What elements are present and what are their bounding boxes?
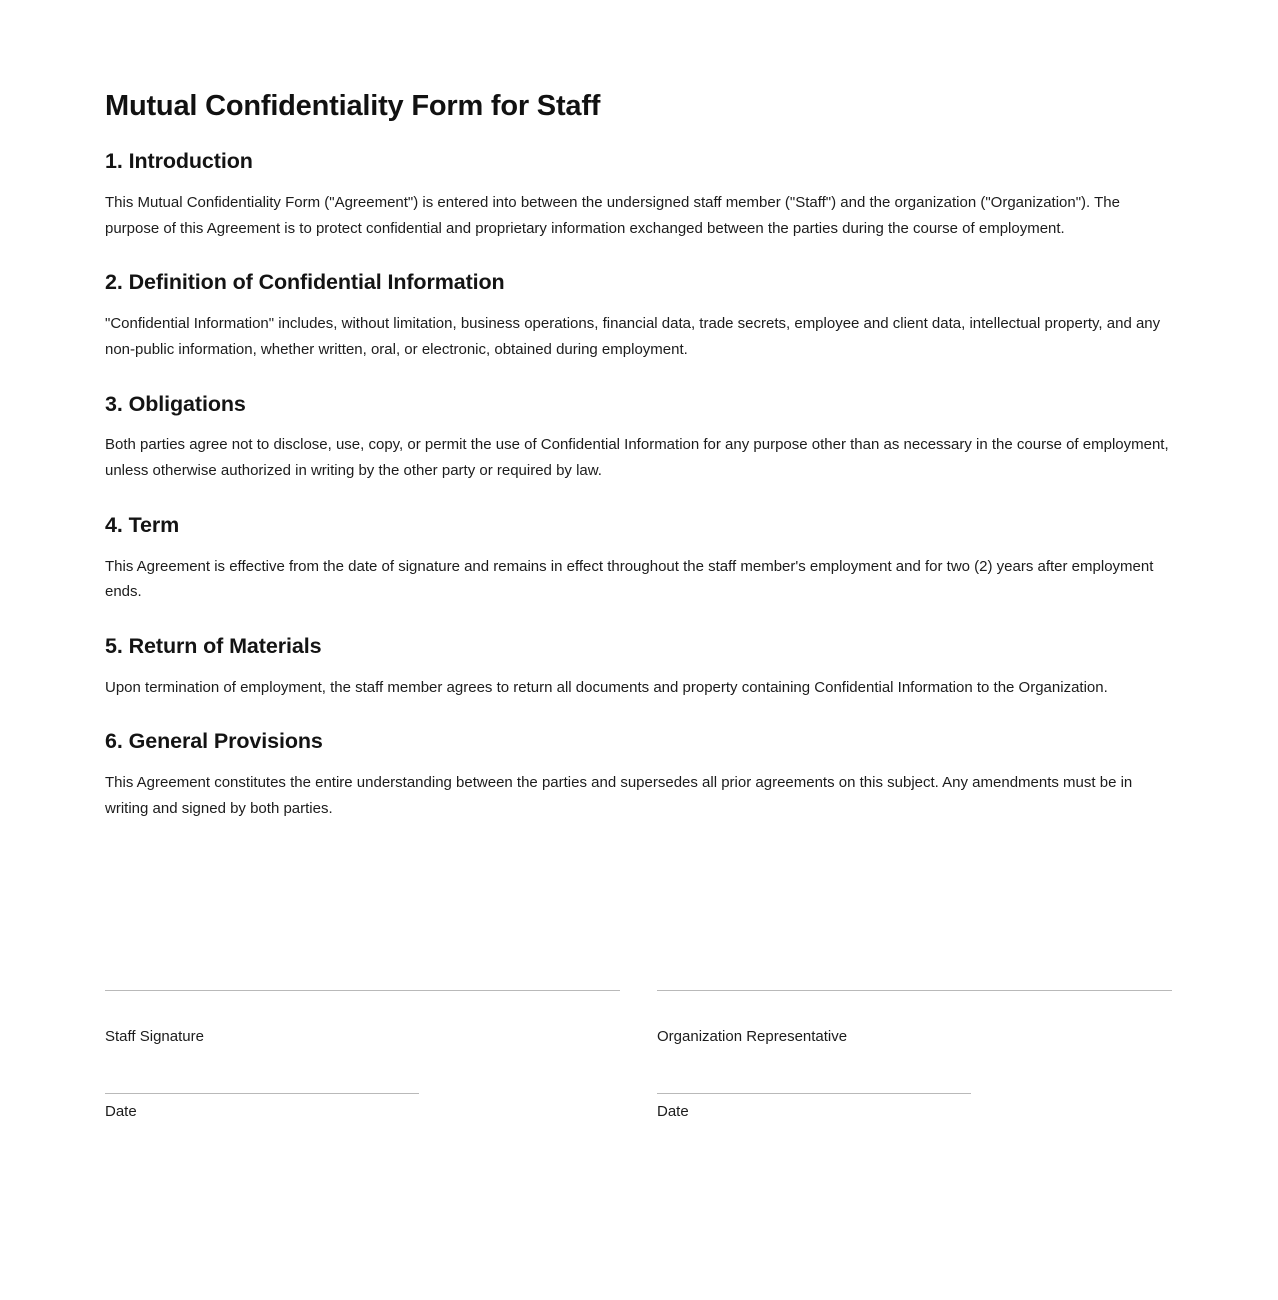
section-introduction <box>105 124 1173 241</box>
organization-date-label: Date <box>657 1103 689 1120</box>
section-body: Upon termination of employment, the staff member agrees to return all documents and property containing Confidential Information to the Organization. <box>105 678 1108 696</box>
document-content <box>105 0 1173 821</box>
signature-column-staff <box>105 952 620 1122</box>
section-general-provisions <box>105 700 1173 821</box>
section-return-of-materials <box>105 605 1173 701</box>
section-definition-of-confidential-information <box>105 241 1173 362</box>
section-body: This Agreement is effective from the date of signature and remains in effect throughout the staff member's employment and for two (2) years after employment ends. <box>105 557 1154 601</box>
section-heading: 4. Term <box>105 512 180 537</box>
section-heading: 5. Return of Materials <box>105 633 322 658</box>
staff-signature-label: Staff Signature <box>105 1028 204 1045</box>
section-body: Both parties agree not to disclose, use, copy, or permit the use of Confidential Information for any purpose other than as necessary in the course of employment, unless otherwise authorized in writing by the other party or required by law. <box>105 436 1169 480</box>
section-body: This Mutual Confidentiality Form ("Agreement") is entered into between the undersigned staff member ("Staff") and the organization ("Organization"). The purpose of this Agreement is to protect confidential and proprietary information exchanged between the parties during the course of employment. <box>105 194 1120 237</box>
staff-date-label: Date <box>105 1103 137 1120</box>
section-heading: 1. Introduction <box>105 149 253 174</box>
section-body: This Agreement constitutes the entire understanding between the parties and supersedes all prior agreements on this subject. Any amendments must be in writing and signed by both parties. <box>105 774 1133 817</box>
section-heading: 2. Definition of Confidential Information <box>105 270 505 295</box>
section-heading: 3. Obligations <box>105 391 246 416</box>
organization-signature-label: Organization Representative <box>657 1028 848 1045</box>
section-body: "Confidential Information" includes, without limitation, business operations, financial data, trade secrets, employee and client data, intellectual property, and any non-public information, whether written, oral, or electronic, obtained during employment. <box>105 315 1161 358</box>
section-heading: 6. General Provisions <box>105 729 323 754</box>
signature-column-organization <box>657 952 1172 1122</box>
signature-block <box>105 952 1173 1122</box>
section-obligations <box>105 363 1173 484</box>
section-term <box>105 484 1173 605</box>
page-title: Mutual Confidentiality Form for Staff <box>105 90 601 122</box>
